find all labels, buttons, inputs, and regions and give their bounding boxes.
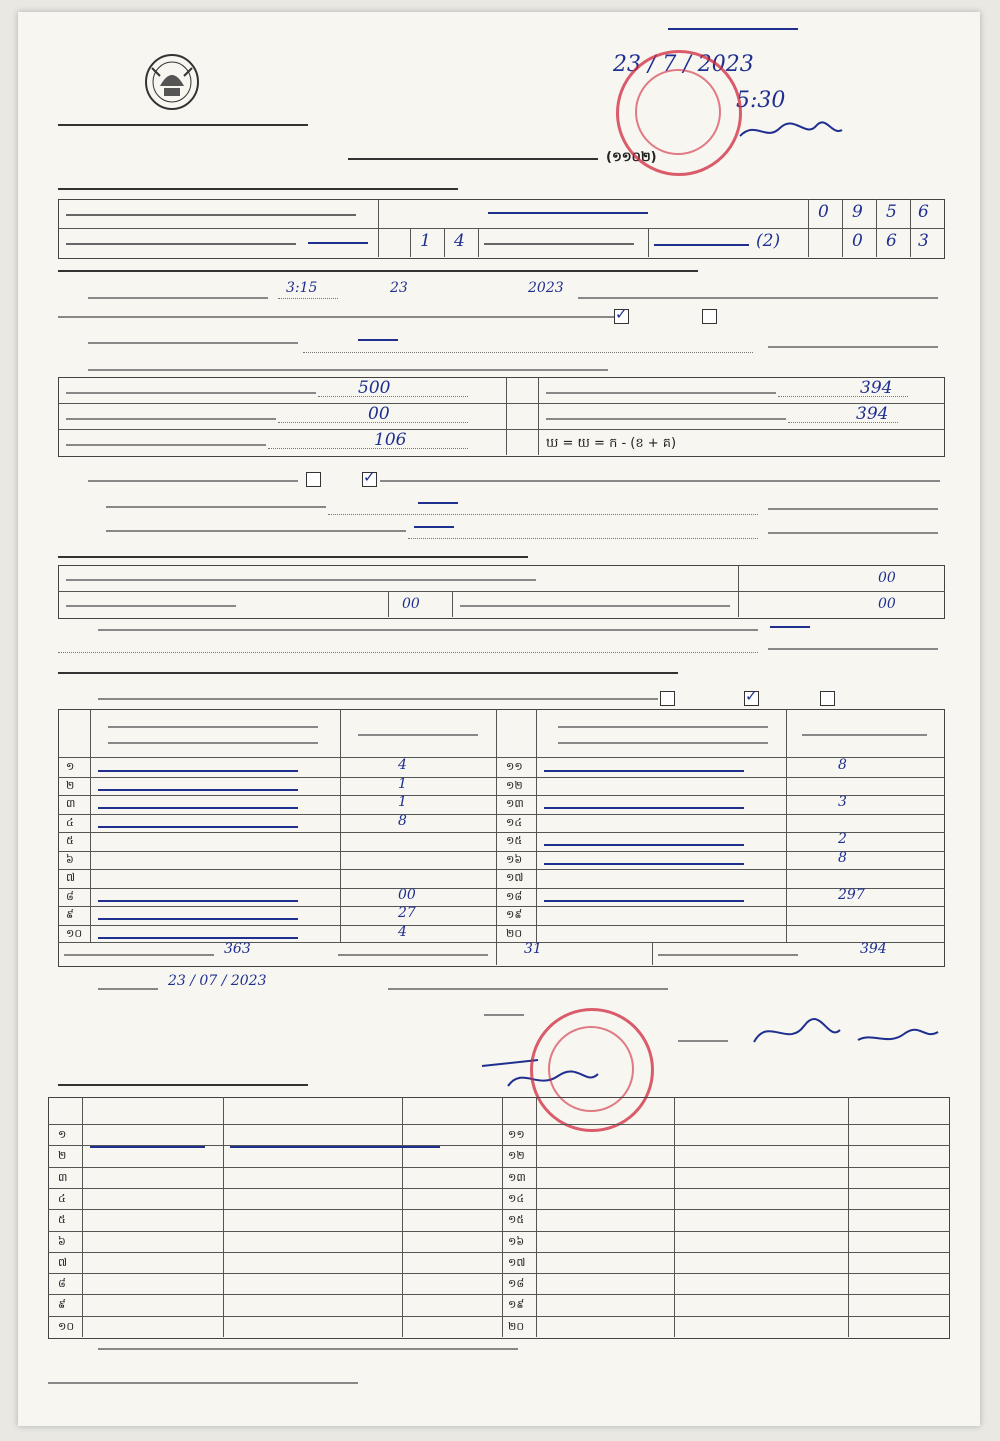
chairman-label-placeholder <box>484 1014 524 1016</box>
row-number: ៧ <box>66 871 76 884</box>
table-row <box>58 832 498 833</box>
table-row <box>496 851 945 852</box>
row-number: ១ <box>66 760 75 773</box>
ballots-received: 500 <box>358 378 391 398</box>
table-row <box>48 1145 950 1146</box>
party-name-handwriting <box>98 807 298 809</box>
row-number: ១០ <box>66 926 83 940</box>
row-number: ៤ <box>66 815 74 829</box>
table-row <box>58 814 498 815</box>
center-code-digit-1: 0 <box>818 202 829 222</box>
checkbox-no[interactable] <box>702 309 717 324</box>
row-number: ២០ <box>506 926 523 940</box>
witness-row-number: ១៩ <box>508 1298 525 1312</box>
party-name-handwriting <box>98 789 298 791</box>
handwritten-note-placeholder <box>668 28 798 30</box>
center-name-handwriting <box>488 212 648 214</box>
witness-row-number: ១៦ <box>508 1234 525 1248</box>
party-name-handwriting <box>98 900 298 902</box>
witness-name-handwriting <box>90 1146 205 1148</box>
section3-heading-placeholder <box>58 556 528 558</box>
table-row <box>58 851 498 852</box>
witness-row-number: ១២ <box>508 1149 525 1163</box>
row-number: ១១ <box>506 760 523 773</box>
total-valid: 363 <box>224 941 251 957</box>
complaints-rejected: 00 <box>878 596 896 612</box>
table-row <box>496 869 945 870</box>
checkbox-discrepancy[interactable] <box>362 472 377 487</box>
party-name-handwriting <box>98 826 298 828</box>
row-number: ១៩ <box>506 908 523 921</box>
secretary-signature <box>748 1012 948 1056</box>
party-results-table <box>58 709 945 967</box>
row-number: ៩ <box>66 908 74 921</box>
center-code-digit-3: 5 <box>886 202 897 222</box>
formula: ឃ = យ = ក - (ខ + គ) <box>546 436 677 451</box>
witness-row-number: ១ <box>58 1128 67 1141</box>
row-number: ១៥ <box>506 834 523 847</box>
open-year: 2023 <box>528 280 564 296</box>
row-number: ១២ <box>506 778 523 792</box>
sign-date: 23 / 07 / 2023 <box>168 973 267 989</box>
table-row <box>496 906 945 907</box>
row-number: ៥ <box>66 834 74 847</box>
stamp-date: 23 / 7 / 2023 <box>613 52 754 77</box>
row-number: ១៨ <box>506 889 523 903</box>
row-number: ៦ <box>66 852 74 866</box>
witness-party-handwriting <box>230 1146 440 1148</box>
table-row <box>58 925 498 926</box>
footer-placeholder <box>48 1382 358 1384</box>
commune-code-digit-3: 3 <box>918 231 929 251</box>
section5-heading-placeholder <box>58 1084 308 1086</box>
form-title-placeholder <box>348 158 598 160</box>
party-votes: 8 <box>398 812 407 829</box>
row-number: ២ <box>66 778 75 792</box>
district-code-digit-1: 1 <box>420 231 431 251</box>
party-votes: 8 <box>838 757 847 773</box>
table-row <box>58 906 498 907</box>
table-row <box>496 888 945 889</box>
witness-row-number: ២០ <box>508 1319 525 1333</box>
ballots-unused: 106 <box>374 430 407 450</box>
section1-heading-placeholder <box>58 188 458 190</box>
table-row <box>58 777 498 778</box>
red-seal-icon <box>616 50 742 176</box>
party-votes: 2 <box>838 831 847 847</box>
party-name-handwriting <box>544 807 744 809</box>
table-row <box>58 888 498 889</box>
table-row <box>48 1231 950 1232</box>
complaints-table <box>58 565 945 619</box>
table-row <box>48 1209 950 1210</box>
party-name-handwriting <box>98 918 298 920</box>
province-name-handwriting <box>308 242 368 244</box>
row-number: ១៦ <box>506 852 523 866</box>
open-time: 3:15 <box>286 280 318 296</box>
center-label-placeholder <box>66 214 356 216</box>
form-sheet <box>18 12 980 1426</box>
witness-row-number: ១០ <box>58 1319 75 1333</box>
section1-table <box>58 199 945 259</box>
table-row <box>58 869 498 870</box>
party-name-handwriting <box>544 844 744 846</box>
table-row <box>58 795 498 796</box>
party-votes: 27 <box>398 905 416 921</box>
checkbox-no-discrepancy[interactable] <box>306 472 321 487</box>
footnote-placeholder <box>98 1348 518 1350</box>
ballots-in-box: 394 <box>856 404 889 424</box>
party-name-handwriting <box>544 900 744 902</box>
voters-voted: 394 <box>860 378 893 398</box>
witness-row-number: ១៤ <box>508 1191 525 1205</box>
section4-heading-placeholder <box>58 672 678 674</box>
witness-table <box>48 1097 950 1339</box>
table-row <box>496 832 945 833</box>
witness-row-number: ៩ <box>58 1298 66 1312</box>
party-votes: 00 <box>398 886 416 903</box>
commune-name-handwriting <box>654 244 749 246</box>
row-number: ៣ <box>66 797 76 810</box>
party-votes: 1 <box>398 775 407 792</box>
secretary-label-placeholder <box>678 1040 728 1042</box>
table-row <box>496 777 945 778</box>
commune-code-digit-1: 0 <box>852 231 863 251</box>
witness-row-number: ៣ <box>58 1170 68 1184</box>
district-code-digit-2: 4 <box>454 231 465 251</box>
stamp-time: 5:30 <box>736 88 786 113</box>
party-votes: 1 <box>398 794 407 810</box>
table-row <box>496 925 945 926</box>
commune-label-placeholder <box>484 243 634 245</box>
open-day: 23 <box>390 280 408 296</box>
checkbox-yes[interactable] <box>614 309 629 324</box>
table-row <box>48 1252 950 1253</box>
witness-row-number: ១៨ <box>508 1277 525 1291</box>
party-name-handwriting <box>544 770 744 772</box>
row-number: ១៣ <box>506 797 524 810</box>
party-votes: 4 <box>398 923 407 940</box>
party-name-handwriting <box>544 863 744 865</box>
witness-row-number: ៤ <box>58 1191 66 1205</box>
party-name-handwriting <box>98 770 298 772</box>
note-handwriting <box>358 339 398 341</box>
table-row <box>496 814 945 815</box>
form-code: (១១០២) <box>606 150 657 165</box>
ballots-spoiled: 00 <box>368 404 390 424</box>
witness-row-number: ២ <box>58 1149 67 1163</box>
complaints-resolved: 00 <box>402 596 420 612</box>
table-row <box>48 1294 950 1295</box>
section2-heading-placeholder <box>58 270 698 272</box>
table-row <box>48 1167 950 1168</box>
nec-emblem-icon <box>138 46 206 116</box>
party-votes: 8 <box>838 849 847 866</box>
row-number: ៨ <box>66 889 74 903</box>
party-votes: 4 <box>398 757 407 773</box>
complaints-count: 00 <box>878 570 896 586</box>
signature-top <box>736 118 846 144</box>
party-name-handwriting <box>98 937 298 939</box>
witness-row-number: ១៧ <box>508 1255 526 1269</box>
commune-name: (2) <box>756 231 781 251</box>
witness-row-number: ៥ <box>58 1213 66 1227</box>
committee-name-placeholder <box>58 124 308 126</box>
table-row <box>48 1273 950 1274</box>
witness-row-number: ១១ <box>508 1128 525 1141</box>
party-votes: 3 <box>838 794 847 810</box>
table-row <box>48 1188 950 1189</box>
row-number: ១៧ <box>506 871 524 884</box>
total-in-box: 394 <box>860 941 887 957</box>
center-code-digit-2: 9 <box>852 202 863 222</box>
witness-row-number: ៦ <box>58 1234 66 1248</box>
province-label-placeholder <box>66 243 296 245</box>
table-row <box>496 795 945 796</box>
commune-code-digit-2: 6 <box>886 231 897 251</box>
party-votes: 297 <box>838 886 865 903</box>
witness-row-number: ៧ <box>58 1255 68 1269</box>
table-row <box>48 1316 950 1317</box>
witness-row-number: ១៥ <box>508 1213 525 1227</box>
row-number: ១៤ <box>506 815 523 829</box>
witness-row-number: ១៣ <box>508 1170 526 1184</box>
center-code-digit-4: 6 <box>918 202 929 222</box>
witness-row-number: ៨ <box>58 1277 66 1291</box>
total-invalid: 31 <box>524 941 542 957</box>
